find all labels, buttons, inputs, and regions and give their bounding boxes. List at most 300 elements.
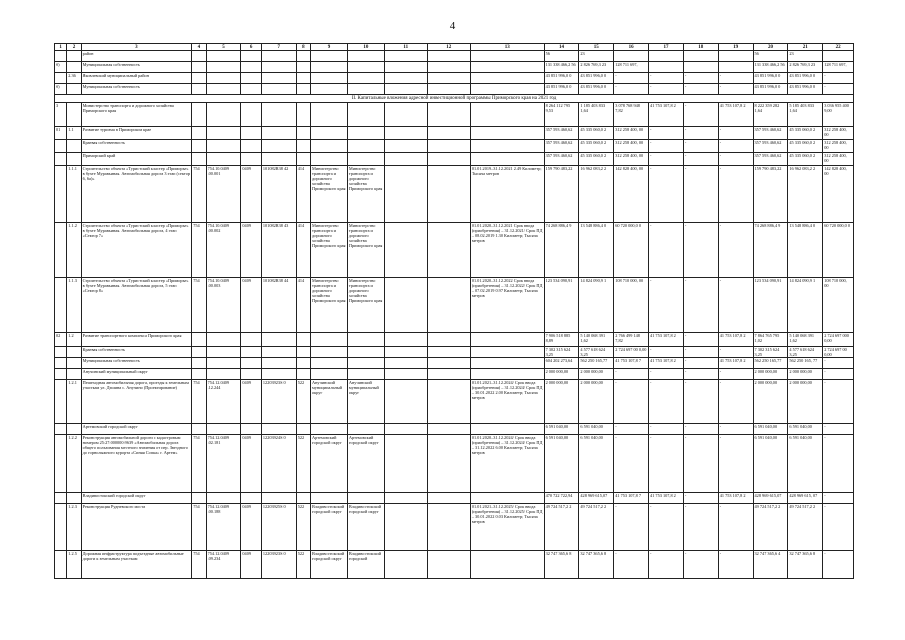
table-cell (427, 62, 470, 73)
table-cell: - (649, 380, 684, 424)
table-cell: 1.1 (67, 127, 81, 140)
table-cell: Анучинский муниципальный округ (347, 380, 384, 424)
table-cell (384, 551, 427, 579)
table-cell (470, 424, 544, 435)
table-cell: 522 (296, 504, 310, 551)
table-cell (311, 103, 348, 127)
column-number-cell: 18 (683, 44, 718, 51)
table-cell: - (823, 380, 854, 424)
table-cell: 312 258 400, 00 (614, 127, 649, 140)
table-row (55, 504, 854, 551)
column-number-cell: 10 (347, 44, 384, 51)
table-cell (347, 62, 384, 73)
table-cell: Приморский край (81, 153, 192, 166)
table-cell: 3 036 955 400 9,00 (823, 103, 854, 127)
table-cell: 8 264 112 795 9,53 (544, 103, 579, 127)
table-cell: 5 140 068 391 1,62 (788, 333, 823, 347)
table-cell: 754.12.0409 .12.244 (206, 380, 241, 424)
table-cell (347, 127, 384, 140)
table-cell (470, 333, 544, 347)
table-row (55, 62, 854, 73)
table-cell (347, 73, 384, 84)
table-cell (384, 333, 427, 347)
table-cell (192, 358, 206, 369)
table-cell (311, 127, 348, 140)
table-cell: 604 202 273,64 (544, 358, 579, 369)
table-cell: - (683, 424, 718, 435)
table-cell: - (718, 504, 753, 551)
table-cell (192, 84, 206, 95)
table-cell (347, 51, 384, 62)
table-cell: 2 000 000,00 (544, 369, 579, 380)
table-cell (384, 504, 427, 551)
table-cell: 108 710 000, 00 (823, 278, 854, 333)
table-cell: 428 969 615,07 (579, 493, 614, 504)
table-cell: 01 (55, 127, 67, 140)
column-number-cell: 5 (206, 44, 241, 51)
table-cell: 41 753 107,8 7 (614, 493, 649, 504)
table-cell: Строительство объекта «Туристский кластер «Приморье» в бухте Муравьиная. Автомобильная дорога, 5 этап «Сектор 8» (81, 278, 192, 333)
table-cell: - (649, 153, 684, 166)
column-number-cell: 16 (614, 44, 649, 51)
table-cell (261, 73, 296, 84)
table-cell: 754 (192, 380, 206, 424)
table-cell: 754.10.0409 .00.002 (206, 223, 241, 278)
table-cell: 41 753 107,8 2 (649, 358, 684, 369)
table-cell (470, 127, 544, 140)
table-cell (261, 424, 296, 435)
table-cell (55, 51, 67, 62)
table-cell (206, 369, 241, 380)
table-cell (55, 278, 67, 333)
table-cell (261, 62, 296, 73)
table-cell: - (823, 358, 854, 369)
table-cell: - (823, 504, 854, 551)
table-cell: 6 591 040,00 (788, 435, 823, 493)
table-cell: 754 (192, 551, 206, 579)
table-cell: - (718, 424, 753, 435)
table-cell (261, 369, 296, 380)
table-row (55, 166, 854, 223)
table-cell: - (614, 380, 649, 424)
table-cell: район (81, 51, 192, 62)
table-cell: 43 851 996,0 0 (788, 84, 823, 95)
table-cell: 32 747 365,6 4 (753, 551, 788, 579)
table-cell: 13 548 886,4 0 (788, 223, 823, 278)
table-cell (206, 73, 241, 84)
table-cell: 6 591 040,00 (544, 435, 579, 493)
table-cell: 6 591 040,00 (753, 424, 788, 435)
column-number-cell: 11 (384, 44, 427, 51)
table-cell: 7 302 315 624 3,25 (544, 347, 579, 358)
table-cell (311, 369, 348, 380)
table-cell (55, 73, 67, 84)
table-cell: - (823, 424, 854, 435)
table-cell (384, 424, 427, 435)
table-cell: 1.2.3 (67, 504, 81, 551)
table-cell: Артемовский городской округ (347, 435, 384, 493)
table-cell: 2 000 000,00 (788, 369, 823, 380)
table-row (55, 103, 854, 127)
table-cell: 142 828 400, 00 (823, 166, 854, 223)
table-cell (427, 127, 470, 140)
table-cell: - (683, 140, 718, 153)
table-cell: 357 593 460,62 (544, 140, 579, 153)
table-cell: 3 (55, 103, 67, 127)
table-cell: - (649, 551, 684, 579)
table-cell: - (614, 84, 649, 95)
table-cell: 6 591 040,00 (544, 424, 579, 435)
table-cell (470, 140, 544, 153)
table-cell: 754.12.0409 .09.234 (206, 551, 241, 579)
table-cell (384, 369, 427, 380)
table-cell: 43 851 996,0 0 (753, 84, 788, 95)
table-cell (427, 278, 470, 333)
table-cell: Строительство объекта «Туристский кластер «Приморье» в бухте Муравьиная. Автомобильная дорога, 4 этап «Сектор 7» (81, 223, 192, 278)
table-cell (55, 504, 67, 551)
column-number-cell: 7 (261, 44, 296, 51)
table-cell (384, 493, 427, 504)
table-cell (427, 358, 470, 369)
table-cell (347, 140, 384, 153)
table-cell (192, 62, 206, 73)
table-cell (55, 223, 67, 278)
table-cell (296, 424, 310, 435)
table-cell: 43 851 996,0 0 (544, 73, 579, 84)
table-cell (55, 140, 67, 153)
table-cell: 43 851 996,0 0 (579, 84, 614, 95)
table-cell (296, 369, 310, 380)
column-number-cell: 22 (823, 44, 854, 51)
table-cell: 754 (192, 166, 206, 223)
table-cell (311, 62, 348, 73)
table-cell (427, 493, 470, 504)
table-cell: 522 (296, 380, 310, 424)
table-cell (384, 278, 427, 333)
table-cell: 159 790 483,22 (753, 166, 788, 223)
table-cell (311, 358, 348, 369)
table-cell (241, 493, 261, 504)
table-cell (241, 424, 261, 435)
section-title: II. Капитальные вложения адресной инвестиционной программы Приморского края на 2021 год (55, 95, 854, 103)
table-cell: - (823, 369, 854, 380)
table-cell: б) (55, 62, 67, 73)
table-cell: 312 258 400, 00 (823, 127, 854, 140)
table-row (55, 347, 854, 358)
table-cell (241, 127, 261, 140)
table-row (55, 84, 854, 95)
table-cell: 01.01.2020–31.12.2021 Срок ввода (приобретения) – 31.12.2021/ Срок ПД – 08.02.2019 1.30 Километр; Тысяча метров (470, 223, 544, 278)
table-cell: - (649, 140, 684, 153)
table-cell (192, 333, 206, 347)
table-cell (470, 493, 544, 504)
table-cell (55, 380, 67, 424)
table-cell (470, 358, 544, 369)
table-row (55, 380, 854, 424)
table-cell (241, 62, 261, 73)
column-number-cell: 9 (311, 44, 348, 51)
table-cell: 41 753 107,8 2 (649, 333, 684, 347)
table-cell: - (683, 166, 718, 223)
table-cell: - (683, 493, 718, 504)
table-cell: б) (55, 84, 67, 95)
table-cell: 16 962 083,2 2 (788, 166, 823, 223)
table-cell (261, 358, 296, 369)
table-cell: Владивостокский городской округ (81, 493, 192, 504)
table-cell: 2 000 000,00 (753, 369, 788, 380)
table-cell: 12203923S 0 (261, 551, 296, 579)
table-cell (296, 62, 310, 73)
table-cell: - (683, 358, 718, 369)
table-row (55, 140, 854, 153)
table-cell: - (649, 424, 684, 435)
table-cell: - (614, 504, 649, 551)
table-cell (67, 358, 81, 369)
table-cell: 142 828 400, 00 (614, 166, 649, 223)
table-cell: 43 851 996,0 0 (788, 73, 823, 84)
section-title-row (55, 95, 854, 103)
table-cell: 6 591 040,00 (788, 424, 823, 435)
table-cell: Владивостокский городской (347, 551, 384, 579)
table-cell (192, 140, 206, 153)
table-cell: - (718, 369, 753, 380)
table-cell (384, 84, 427, 95)
table-cell: 562 250 165, 77 (788, 358, 823, 369)
table-cell (67, 424, 81, 435)
table-cell (55, 153, 67, 166)
table-cell (261, 140, 296, 153)
table-cell (427, 424, 470, 435)
table-cell: - (649, 166, 684, 223)
table-cell (192, 127, 206, 140)
table-row (55, 278, 854, 333)
table-cell: 128 711 697, (823, 62, 854, 73)
table-cell (470, 103, 544, 127)
table-cell: 12203923S 0 (261, 380, 296, 424)
table-cell: 0409 (241, 278, 261, 333)
table-cell: 522 (296, 551, 310, 579)
table-cell (261, 84, 296, 95)
table-cell (261, 333, 296, 347)
table-cell: 56 (544, 51, 579, 62)
table-cell: Министерство транспорта и дорожного хозяйства Приморского края (311, 223, 348, 278)
table-cell (427, 504, 470, 551)
table-cell: 6 591 040,00 (579, 424, 614, 435)
table-cell (683, 62, 718, 73)
table-cell: 131 338 466,2 56 (544, 62, 579, 73)
column-number-cell: 19 (718, 44, 753, 51)
table-cell: 60 720 000,0 0 (823, 223, 854, 278)
table-cell (296, 333, 310, 347)
table-cell (470, 369, 544, 380)
table-cell (311, 493, 348, 504)
table-cell: Краевая собственность (81, 347, 192, 358)
table-cell (206, 62, 241, 73)
table-cell: 357 593 460,62 (753, 153, 788, 166)
table-cell: - (823, 551, 854, 579)
table-cell: 41 753 107,8 2 (649, 493, 684, 504)
table-cell (427, 73, 470, 84)
table-cell (67, 103, 81, 127)
page-number: 4 (449, 20, 456, 32)
table-cell: - (614, 369, 649, 380)
table-cell: Муниципальная собственность (81, 62, 192, 73)
table-cell: 3 078 768 948 7,82 (614, 103, 649, 127)
table-cell: 754.12.0409 .00.188 (206, 504, 241, 551)
table-cell: 414 (296, 223, 310, 278)
table-cell: 754 (192, 435, 206, 493)
table-cell: 2 000 000,00 (788, 380, 823, 424)
table-cell: 56 (753, 51, 788, 62)
table-cell (427, 369, 470, 380)
table-cell: 562 250 165,77 (579, 358, 614, 369)
table-cell (347, 153, 384, 166)
table-cell: - (718, 84, 753, 95)
table-cell: 428 969 615,07 (753, 493, 788, 504)
table-cell (347, 493, 384, 504)
table-cell: 357 593 460,62 (544, 153, 579, 166)
column-number-cell: 17 (649, 44, 684, 51)
table-cell: Развитие туризма в Приморском крае (81, 127, 192, 140)
table-cell: - (614, 424, 649, 435)
table-cell: Реконструкция автомобильной дороги с кадастровым номером 25:27:000000:9639 «Автомобильная дорога общего пользования местного значения от пер. Звездного до горнолыжного курорта «Синяя Сопка» г. Артем» (81, 435, 192, 493)
table-cell: 12203924S 0 (261, 435, 296, 493)
table-cell (427, 223, 470, 278)
table-cell (67, 369, 81, 380)
table-cell: 128 711 697, (614, 62, 649, 73)
table-cell: 123 534 090,91 (544, 278, 579, 333)
table-cell (347, 358, 384, 369)
table-cell (470, 62, 544, 73)
table-cell: - (718, 153, 753, 166)
column-number-cell: 2 (67, 44, 81, 51)
table-cell (296, 73, 310, 84)
table-cell: - (683, 223, 718, 278)
table-cell: 41 753 107,8 2 (649, 103, 684, 127)
table-cell (311, 347, 348, 358)
table-row (55, 551, 854, 579)
investment-program-table (54, 43, 854, 579)
table-cell (296, 140, 310, 153)
table-cell (192, 493, 206, 504)
table-cell: 45 335 060,0 2 (788, 140, 823, 153)
table-cell: - (649, 504, 684, 551)
table-cell: 01.01.2021–31.12.2025/ Срок ввода (приобретения) – 31.12.2025/ Срок ПД – 30.01.2022 0.03 Километр; Тысяча метров (470, 504, 544, 551)
table-cell: 14 824 090,9 1 (788, 278, 823, 333)
table-cell: - (683, 153, 718, 166)
table-cell: 0409 (241, 551, 261, 579)
table-cell (192, 153, 206, 166)
table-cell (206, 127, 241, 140)
table-cell (384, 435, 427, 493)
table-cell (261, 103, 296, 127)
table-cell (470, 84, 544, 95)
table-cell (311, 153, 348, 166)
table-cell (192, 424, 206, 435)
table-cell: 428 969 615, 07 (788, 493, 823, 504)
table-cell: 2 724 697 00 0,00 (823, 347, 854, 358)
table-cell: - (614, 435, 649, 493)
table-cell: Муниципальная собственность (81, 358, 192, 369)
table-cell: 49 724 517,2 2 (753, 504, 788, 551)
table-cell (427, 333, 470, 347)
table-cell (296, 358, 310, 369)
table-cell: - (683, 84, 718, 95)
table-cell: 101082R38 42 (261, 166, 296, 223)
table-cell: 357 593 460,62 (753, 140, 788, 153)
table-cell (55, 424, 67, 435)
table-cell: 1.2.5 (67, 551, 81, 579)
table-cell: Министерство транспорта и дорожного хозяйства Приморского края (311, 278, 348, 333)
table-cell: 101082R38 43 (261, 223, 296, 278)
table-cell: 45 335 060,0 2 (579, 140, 614, 153)
table-cell: - (649, 223, 684, 278)
table-cell: - (823, 84, 854, 95)
table-cell (311, 51, 348, 62)
table-cell (241, 153, 261, 166)
column-number-cell: 6 (241, 44, 261, 51)
table-cell: - (614, 551, 649, 579)
table-cell (241, 140, 261, 153)
table-cell (427, 347, 470, 358)
table-cell: 41 753 107,8 2 (718, 103, 753, 127)
table-cell: 74 268 886,4 9 (544, 223, 579, 278)
table-cell: - (683, 278, 718, 333)
table-cell: Министерство транспорта и дорожного хозяйства Приморского края (311, 166, 348, 223)
table-cell: - (649, 278, 684, 333)
column-number-row (55, 44, 854, 51)
table-cell (192, 51, 206, 62)
table-cell: 32 747 365,6 8 (544, 551, 579, 579)
table-cell: Анучинский муниципальный округ (81, 369, 192, 380)
table-cell (192, 369, 206, 380)
table-cell: 01.01.2020–31.12.2024/ Срок ввода (приобретения) – 31.12.2024/ Срок ПД – 31.12.2022 6.00 Километр; Тысяча метров (470, 435, 544, 493)
table-cell: 12203925S 0 (261, 504, 296, 551)
table-cell: 754 (192, 278, 206, 333)
table-cell: 2 000 000,00 (579, 380, 614, 424)
table-cell: 4 577 618 624 3,25 (788, 347, 823, 358)
table-cell: 312 258 400, 00 (614, 140, 649, 153)
table-cell (384, 73, 427, 84)
table-cell (261, 347, 296, 358)
table-cell (427, 435, 470, 493)
table-cell: - (683, 127, 718, 140)
table-cell: 123 534 090,91 (753, 278, 788, 333)
table-cell: 754.12.0409 .02.181 (206, 435, 241, 493)
table-cell (206, 493, 241, 504)
table-cell: - (649, 84, 684, 95)
table-cell: Строительство объекта «Туристский кластер «Приморье» в бухте Муравьиная. Автомобильная дорога 3 этап (сектор 6, 6а)» (81, 166, 192, 223)
table-cell (311, 140, 348, 153)
table-cell: 45 335 060,0 2 (788, 153, 823, 166)
table-cell (241, 333, 261, 347)
table-cell: - (823, 435, 854, 493)
table-cell: 41 753 107,8 2 (718, 358, 753, 369)
table-cell (55, 435, 67, 493)
table-cell (384, 347, 427, 358)
table-cell: 2 826 769,3 23 (579, 62, 614, 73)
table-cell: Министерство транспорта и дорожного хозяйства Приморского края (347, 223, 384, 278)
table-cell: 5 140 068 391 1,62 (579, 333, 614, 347)
table-cell: 49 724 517,2 2 (579, 504, 614, 551)
table-cell: Артемовский городской округ (311, 435, 348, 493)
table-cell (427, 140, 470, 153)
table-row (55, 333, 854, 347)
column-number-cell: 14 (544, 44, 579, 51)
table-cell: 754.10.0409 .00.003 (206, 278, 241, 333)
table-cell (470, 73, 544, 84)
table-cell: 16 962 083,2 2 (579, 166, 614, 223)
